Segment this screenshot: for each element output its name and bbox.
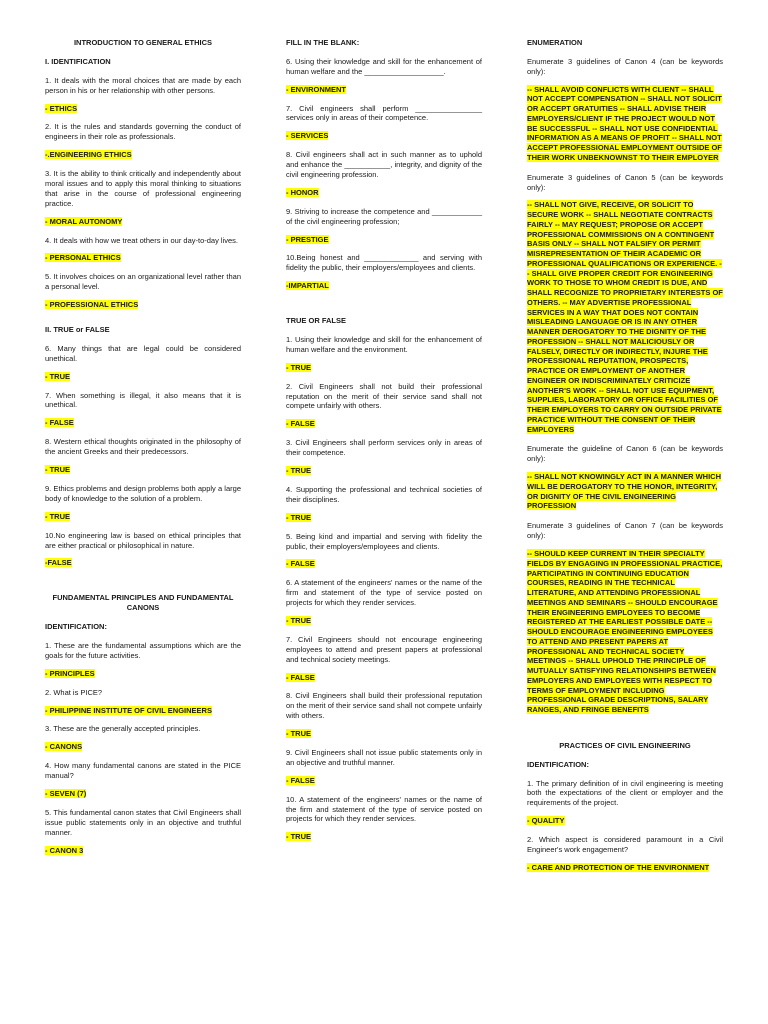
question: 1. Using their knowledge and skill for the enhancement of human welfare and the environment. [286,335,482,354]
question: 4. It deals with how we treat others in our day-to-day lives. [45,235,239,245]
column-right [527,38,723,882]
section-title: INTRODUCTION TO GENERAL ETHICS [73,38,213,47]
answer-highlight: - TRUE [286,362,311,372]
question: 8. Civil engineers shall act in such manner as to uphold and enhance the ___________, integrity, and dignity of the civil engineering profession. [286,150,482,180]
question: 2. Civil Engineers shall not build their professional reputation on the merit of their service sand shall not compete unfairly with others. [286,381,482,411]
question: 1. These are the fundamental assumptions which are the goals for the future activities. [45,640,241,660]
question: 7. Civil engineers shall perform ________________ services only in areas of their competence. [286,103,482,123]
question: 3. These are the generally accepted principles. [45,724,201,734]
answer-highlight: -.ENGINEERING ETHICS [45,150,132,160]
answer-highlight: - TRUE [286,615,311,625]
answer-highlight: -FALSE [45,558,72,568]
question: 1. It deals with the moral choices that are made by each person in his or her relationship with other persons. [45,75,241,95]
section-heading: I. IDENTIFICATION [45,56,111,66]
answer-highlight-block: -- SHOULD KEEP CURRENT IN THEIR SPECIALTY FIELDS BY ENGAGING IN PROFESSIONAL PRACTICE, PARTICIPATING IN CONTINUING EDUCATION COURSES, READING IN THE TECHNICAL LITERATURE, AND ATTENDING PROFESSIONAL MEETINGS AND SEMINARS -- SHOULD ENCOURAGE THEIR ENGINEERING EMPLOYEES TO BECOME REGISTERED AT THE EARLIEST POSSIBLE DATE -- SHOULD ENCOURAGE ENGINEERING EMPLOYEES TO ATTEND AND PRESENT PAPERS AT PROFESSIONAL AND TECHNICAL SOCIETY MEETINGS -- SHALL UPHOLD THE PRINCIPLE OF MUTUALLY SATISFYING RELATIONSHIPS BETWEEN EMPLOYERS AND EMPLOYEES WITH RESPECT TO TERMS OF EMPLOYMENT INCLUDING PROFESSIONAL GRADE DESCRIPTIONS, SALARY RANGES, AND FRINGE BENEFITS [527,549,723,715]
answer-highlight: - TRUE [45,371,70,381]
answer-highlight: - SERVICES [286,131,329,141]
enumeration-prompt: Enumerate 3 guidelines of Canon 4 (can be keywords only): [527,56,723,76]
answer-highlight-block: -- SHALL NOT KNOWINGLY ACT IN A MANNER WHICH WILL BE DEROGATORY TO THE HONOR, INTEGRITY, OR DIGNITY OF THE CIVIL ENGINEERING PROFESSION [527,472,722,511]
question: 2. It is the rules and standards governing the conduct of engineers in their role as professionals. [45,122,241,142]
question: 7. Civil Engineers should not encourage engineering employees to attend and present papers at professional and technical society meetings. [286,634,482,664]
answer-highlight: - TRUE [286,512,311,522]
answer-highlight: - FALSE [286,419,315,429]
question: 3. It is the ability to think critically and independently about moral issues and to apply this moral thinking to situations that arise in the course of professional engineering practice. [45,169,241,208]
answer-highlight: - TRUE [286,832,311,842]
answer-highlight-block: -- SHALL NOT GIVE, RECEIVE, OR SOLICIT TO SECURE WORK -- SHALL NEGOTIATE CONTRACTS FAIRLY -- MAY REQUEST; PROPOSE OR ACCEPT PROFESSIONAL COMMISSIONS ON A CONTINGENT BASIS ONLY -- SHALL NOT FALSIFY OR PERMIT MISREPRESENTATION OF THEIR ACADEMIC OR PROFESSIONAL QUALIFICATIONS OR EXPERIENCE. -- SHALL GIVE PROPER CREDIT FOR ENGINEERING WORK TO THOSE TO WHOM CREDIT IS DUE, AND SHALL RECOGNIZE TO PROPRIETARY INTERESTS OF OTHERS. -- MAY ADVERTISE PROFESSIONAL SERVICES IN A WAY THAT DOES NOT CONTAIN MISLEADING LANGUAGE OR IS IN ANY OTHER MANNER DEROGATORY TO THE DIGNITY OF THE PROFESSION -- SHALL NOT MALICIOUSLY OR FALSELY, DIRECTLY OR INDIRECTLY, INJURE THE PROFESSIONAL REPUTATION, PROSPECTS, PRACTICE OR EMPLOYMENT OF ANOTHER ENGINEER OR INDISCRIMINATELY CRITICIZE ANOTHER'S WORK -- SHALL NOT USE EQUIPMENT, SUPPLIES, LABORATORY OR OFFICE FACILITIES OF THEIR EMPLOYERS TO CARRY ON OUTSIDE PRIVATE PRACTICE WITHOUT THE CONSENT OF THEIR EMPLOYERS [527,200,723,434]
answer-highlight: - QUALITY [527,816,565,826]
enumeration-prompt: Enumerate the guideline of Canon 6 (can be keywords only): [527,444,723,464]
answer-highlight: - PERSONAL ETHICS [45,253,121,263]
question: 4. How many fundamental canons are stated in the PICE manual? [45,761,241,781]
answer-highlight: - PHILIPPINE INSTITUTE OF CIVIL ENGINEERS [45,705,212,715]
answer-highlight: - CANON 3 [45,845,84,855]
question: 5. This fundamental canon states that Civil Engineers shall issue public statements only in an objective and truthful manner. [45,807,241,837]
answer-highlight: - TRUE [286,729,311,739]
column-middle [286,38,482,851]
answer-highlight: - MORAL AUTONOMY [45,216,123,226]
question: 7. When something is illegal, it also means that it is unethical. [45,390,241,410]
section-title: FILL IN THE BLANK: [286,38,360,47]
section-title: ENUMERATION [527,38,583,47]
answer-highlight-block: -- SHALL AVOID CONFLICTS WITH CLIENT -- SHALL NOT ACCEPT COMPENSATION -- SHALL NOT SOLICIT OR ACCEPT GRATUITIES -- SHALL ADVISE THEIR EMPLOYERS/CLIENT IF THE PROJECT WOULD NOT BE SUCCESSFUL -- SHALL NOT USE CONFIDENTIAL INFORMATION AS A MEANS OF PROFIT -- SHALL NOT ACCEPT PROFESSIONAL EMPLOYMENT OUTSIDE OF THEIR WORK UNBEKNOWNST TO THEIR EMPLOYER [527,84,722,162]
answer-highlight: - TRUE [286,466,311,476]
answer-highlight: - ETHICS [45,103,78,113]
answer-highlight: - SEVEN (7) [45,788,87,798]
answer-highlight: -IMPARTIAL [286,281,329,291]
answer-highlight: - FALSE [286,775,315,785]
answer-highlight: - CARE AND PROTECTION OF THE ENVIRONMENT [527,862,710,872]
question: 9. Striving to increase the competence and ____________ of the civil engineering profession; [286,206,482,226]
question: 8. Civil Engineers shall build their professional reputation on the merit of their service sand shall not compete unfairly with others. [286,691,482,721]
question: 9. Civil Engineers shall not issue public statements only in an objective and truthful manner. [286,747,482,767]
question: 3. Civil Engineers shall perform services only in areas of their competence. [286,438,482,458]
section-heading: IDENTIFICATION: [45,622,107,632]
question: 10. A statement of the engineers' names or the name of the firm and statement of the type of service posted on projects for which they render services. [286,794,482,824]
section-heading: II. TRUE or FALSE [45,325,110,335]
question: 10.Being honest and _____________ and serving with fidelity the public, their employers/employees and clients. [286,253,482,273]
section-title: PRACTICES OF CIVIL ENGINEERING [559,740,691,750]
question: 6. Many things that are legal could be considered unethical. [45,343,241,363]
answer-highlight: - PROFESSIONAL ETHICS [45,300,139,310]
question: 2. Which aspect is considered paramount in a Civil Engineer's work engagement? [527,835,723,854]
enumeration-prompt: Enumerate 3 guidelines of Canon 7 (can be keywords only): [527,521,723,541]
answer-highlight: - CANONS [45,742,83,752]
answer-highlight: - FALSE [45,418,74,428]
enumeration-prompt: Enumerate 3 guidelines of Canon 5 (can be keywords only): [527,172,723,192]
answer-highlight: - ENVIRONMENT [286,84,346,94]
answer-highlight: - HONOR [286,187,319,197]
question: 10.No engineering law is based on ethical principles that are either practical or philosophical in nature. [45,530,241,550]
answer-highlight: - PRINCIPLES [45,668,95,678]
question: 8. Western ethical thoughts originated in the philosophy of the ancient Greeks and their predecessors. [45,437,241,457]
question: 1. The primary definition of in civil engineering is meeting both the expectations of the client or employer and the requirements of the project. [527,778,723,808]
section-title: FUNDAMENTAL PRINCIPLES AND FUNDAMENTAL CANONS [52,593,234,613]
answer-highlight: - TRUE [45,511,70,521]
question: 6. A statement of the engineers' names or the name of the firm and statement of the type of service posted on projects for which they render services. [286,578,482,608]
question: 9. Ethics problems and design problems both apply a large body of knowledge to the solution of a problem. [45,483,241,503]
answer-highlight: - FALSE [286,672,315,682]
question: 2. What is PICE? [45,687,103,697]
answer-highlight: - TRUE [45,465,70,475]
question: 4. Supporting the professional and technical societies of their disciplines. [286,484,482,504]
section-heading: IDENTIFICATION: [527,759,589,769]
section-heading: TRUE OR FALSE [286,316,347,326]
answer-highlight: - PRESTIGE [286,234,329,244]
question: 5. It involves choices on an organizational level rather than a personal level. [45,272,241,292]
question: 5. Being kind and impartial and serving with fidelity the public, their employers/employees and clients. [286,531,482,551]
question: 6. Using their knowledge and skill for the enhancement of human welfare and the ___________________. [286,56,482,76]
column-left [45,38,241,864]
answer-highlight: - FALSE [286,559,315,569]
